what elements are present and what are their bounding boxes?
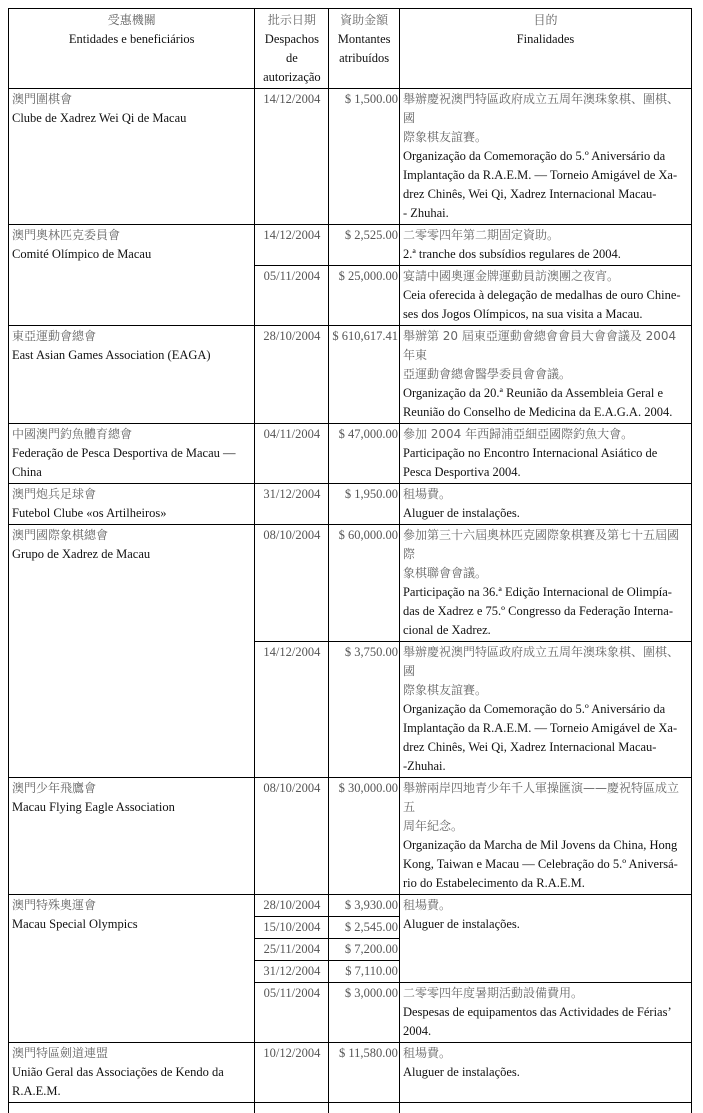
grants-table xyxy=(8,8,692,1113)
grant-date: 14/12/2004 xyxy=(255,642,329,778)
purpose-zh: 租場費。 xyxy=(403,896,688,915)
entity-cell xyxy=(9,484,255,525)
grant-amount: $ 2,545.00 xyxy=(329,917,400,939)
purpose-cell xyxy=(399,895,691,983)
grant-amount: $ 60,000.00 xyxy=(329,525,400,642)
purpose-pt: Organização da Comemoração do 5.º Aniversário da Implantação da R.A.E.M. — Torneio Amigável de Xa- drez Chinês, Wei Qi, Xadrez Internacional Macau- -Zhuhai. xyxy=(403,700,688,776)
grant-amount: $ 47,000.00 xyxy=(329,424,400,484)
header-purpose-pt: Finalidades xyxy=(403,30,688,49)
grant-date: 05/11/2004 xyxy=(255,983,329,1043)
entity-name-pt: Grupo de Xadrez de Macau xyxy=(12,545,251,564)
table-row xyxy=(9,326,692,424)
entity-cell xyxy=(9,89,255,225)
entity-cell xyxy=(9,424,255,484)
entity-cell xyxy=(9,895,255,1043)
header-amount xyxy=(329,9,400,89)
grant-date: 10/12/2004 xyxy=(255,1043,329,1103)
entity-name-zh: 東亞運動會總會 xyxy=(12,327,251,346)
grant-amount: $ 11,580.00 xyxy=(329,1043,400,1103)
purpose-zh: 租場費。 xyxy=(403,485,688,504)
purpose-zh: 二零零四年度暑期活動設備費用。 xyxy=(403,984,688,1003)
purpose-pt: Organização da 20.ª Reunião da Assembleia Geral e Reunião do Conselho de Medicina da E.A.G.A. 2004. xyxy=(403,384,688,422)
header-date-zh: 批示日期 xyxy=(258,11,325,30)
purpose-cell xyxy=(399,525,691,642)
purpose-pt: Despesas de equipamentos das Actividades de Férias’ 2004. xyxy=(403,1003,688,1041)
grant-amount: $ 3,000.00 xyxy=(329,983,400,1043)
header-amount-zh: 資助金額 xyxy=(332,11,396,30)
entity-cell xyxy=(9,525,255,778)
entity-name-zh: 澳門特區劍道連盟 xyxy=(12,1044,251,1063)
grant-amount: $ 7,110.00 xyxy=(329,961,400,983)
grant-date: 28/10/2004 xyxy=(255,326,329,424)
grant-date: 14/12/2004 xyxy=(255,225,329,266)
continuation-cell xyxy=(329,1103,400,1113)
continuation-cell xyxy=(399,1103,691,1113)
grant-amount: $ 1,500.00 xyxy=(329,89,400,225)
table-row xyxy=(9,424,692,484)
continuation-cell xyxy=(255,1103,329,1113)
entity-name-zh: 澳門少年飛鷹會 xyxy=(12,779,251,798)
header-purpose xyxy=(399,9,691,89)
purpose-cell xyxy=(399,1043,691,1103)
grant-amount: $ 1,950.00 xyxy=(329,484,400,525)
purpose-cell xyxy=(399,983,691,1043)
grant-amount: $ 7,200.00 xyxy=(329,939,400,961)
grant-date: 31/12/2004 xyxy=(255,484,329,525)
header-purpose-zh: 目的 xyxy=(403,11,688,30)
purpose-cell xyxy=(399,424,691,484)
table-row xyxy=(9,778,692,895)
purpose-cell xyxy=(399,484,691,525)
entity-name-pt: Macau Flying Eagle Association xyxy=(12,798,251,817)
header-date xyxy=(255,9,329,89)
entity-name-zh: 中國澳門釣魚體育總會 xyxy=(12,425,251,444)
purpose-zh: 二零零四年第二期固定資助。 xyxy=(403,226,688,245)
continuation-cell xyxy=(9,1103,255,1113)
entity-cell xyxy=(9,1043,255,1103)
purpose-cell xyxy=(399,225,691,266)
table-row xyxy=(9,1043,692,1103)
purpose-zh: 宴請中國奧運金牌運動員訪澳團之夜宵。 xyxy=(403,267,688,286)
table-row xyxy=(9,525,692,642)
header-date-pt: Despachos de autorização xyxy=(258,30,325,87)
table-row xyxy=(9,484,692,525)
table-continuation xyxy=(9,1103,692,1113)
grant-amount: $ 25,000.00 xyxy=(329,266,400,326)
header-amount-pt: Montantes atribuídos xyxy=(332,30,396,68)
grant-date: 05/11/2004 xyxy=(255,266,329,326)
purpose-cell xyxy=(399,326,691,424)
grant-date: 31/12/2004 xyxy=(255,961,329,983)
purpose-pt: Participação no Encontro Internacional Asiático de Pesca Desportiva 2004. xyxy=(403,444,688,482)
purpose-cell xyxy=(399,642,691,778)
purpose-cell xyxy=(399,266,691,326)
entity-name-zh: 澳門國際象棋總會 xyxy=(12,526,251,545)
purpose-cell xyxy=(399,89,691,225)
purpose-zh: 租場費。 xyxy=(403,1044,688,1063)
grant-date: 08/10/2004 xyxy=(255,778,329,895)
purpose-pt: Ceia oferecida à delegação de medalhas de ouro Chine- ses dos Jogos Olímpicos, na sua visita a Macau. xyxy=(403,286,688,324)
purpose-zh: 參加 2004 年西歸浦亞細亞國際釣魚大會。 xyxy=(403,425,688,444)
entity-name-pt: Futebol Clube «os Artilheiros» xyxy=(12,504,251,523)
entity-cell xyxy=(9,225,255,326)
entity-name-zh: 澳門炮兵足球會 xyxy=(12,485,251,504)
header-row xyxy=(9,9,692,89)
grant-date: 04/11/2004 xyxy=(255,424,329,484)
entity-name-zh: 澳門特殊奧運會 xyxy=(12,896,251,915)
purpose-cell xyxy=(399,778,691,895)
entity-cell xyxy=(9,778,255,895)
header-entity-zh: 受惠機關 xyxy=(12,11,251,30)
grant-amount: $ 610,617.41 xyxy=(329,326,400,424)
grant-amount: $ 2,525.00 xyxy=(329,225,400,266)
entity-name-pt: Macau Special Olympics xyxy=(12,915,251,934)
purpose-zh: 舉辦兩岸四地青少年千人軍操匯演——慶祝特區成立五 周年紀念。 xyxy=(403,779,688,836)
purpose-pt: Aluguer de instalações. xyxy=(403,504,688,523)
purpose-zh: 舉辦慶祝澳門特區政府成立五周年澳珠象棋、圍棋、國 際象棋友誼賽。 xyxy=(403,643,688,700)
entity-name-pt: União Geral das Associações de Kendo da R.A.E.M. xyxy=(12,1063,251,1101)
grant-date: 08/10/2004 xyxy=(255,525,329,642)
header-entity xyxy=(9,9,255,89)
table-body xyxy=(9,89,692,1113)
table-row xyxy=(9,895,692,917)
purpose-pt: 2.ª tranche dos subsídios regulares de 2004. xyxy=(403,245,688,264)
purpose-pt: Aluguer de instalações. xyxy=(403,915,688,934)
grant-date: 25/11/2004 xyxy=(255,939,329,961)
purpose-pt: Organização da Comemoração do 5.º Aniversário da Implantação da R.A.E.M. — Torneio Amigável de Xa- drez Chinês, Wei Qi, Xadrez Internacional Macau- - Zhuhai. xyxy=(403,147,688,223)
table-row xyxy=(9,89,692,225)
grant-amount: $ 30,000.00 xyxy=(329,778,400,895)
purpose-zh: 舉辦慶祝澳門特區政府成立五周年澳珠象棋、圍棋、國 際象棋友誼賽。 xyxy=(403,90,688,147)
purpose-zh: 參加第三十六屆奧林匹克國際象棋賽及第七十五屆國際 象棋聯會會議。 xyxy=(403,526,688,583)
grant-date: 15/10/2004 xyxy=(255,917,329,939)
entity-cell xyxy=(9,326,255,424)
grant-date: 14/12/2004 xyxy=(255,89,329,225)
entity-name-pt: Comité Olímpico de Macau xyxy=(12,245,251,264)
grant-amount: $ 3,750.00 xyxy=(329,642,400,778)
purpose-pt: Organização da Marcha de Mil Jovens da China, Hong Kong, Taiwan e Macau — Celebração do 5.º Aniversá- rio do Estabelecimento da R.A.E.M. xyxy=(403,836,688,893)
table-row xyxy=(9,225,692,266)
entity-name-zh: 澳門奧林匹克委員會 xyxy=(12,226,251,245)
purpose-pt: Participação na 36.ª Edição Internacional de Olimpía- das de Xadrez e 75.º Congresso da Federação Interna- cional de Xadrez. xyxy=(403,583,688,640)
grant-date: 28/10/2004 xyxy=(255,895,329,917)
entity-name-pt: Clube de Xadrez Wei Qi de Macau xyxy=(12,109,251,128)
grant-amount: $ 3,930.00 xyxy=(329,895,400,917)
purpose-zh: 舉辦第 20 屆東亞運動會總會會員大會會議及 2004 年東 亞運動會總會醫學委員會會議。 xyxy=(403,327,688,384)
purpose-pt: Aluguer de instalações. xyxy=(403,1063,688,1082)
entity-name-zh: 澳門圍棋會 xyxy=(12,90,251,109)
entity-name-pt: Federação de Pesca Desportiva de Macau — China xyxy=(12,444,251,482)
entity-name-pt: East Asian Games Association (EAGA) xyxy=(12,346,251,365)
header-entity-pt: Entidades e beneficiários xyxy=(12,30,251,49)
